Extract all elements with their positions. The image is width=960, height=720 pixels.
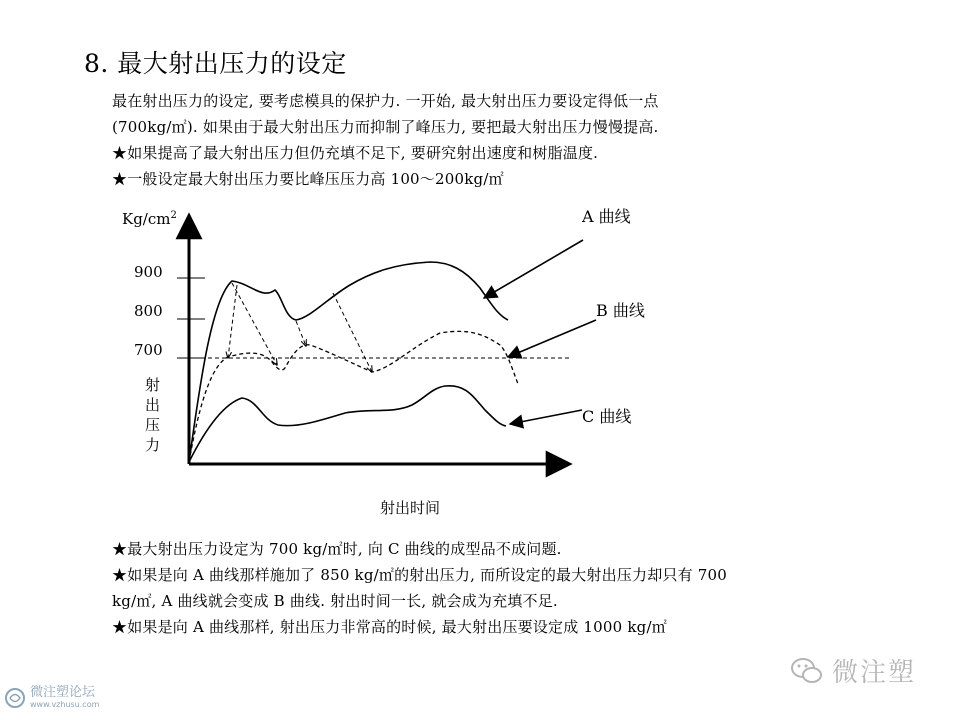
- note-line: ★如果是向 A 曲线那样, 射出压力非常高的时候, 最大射出压要设定成 1000 kg/㎡: [112, 618, 667, 636]
- watermark-text: 微注塑: [832, 658, 917, 688]
- intro-line: 最在射出压力的设定, 要考虑模具的保护力. 一开始, 最大射出压力要设定得低一点: [112, 92, 659, 110]
- intro-line: (700kg/㎡). 如果由于最大射出压力而抑制了峰压力, 要把最大射出压力慢慢提高.: [112, 118, 659, 136]
- forum-watermark: [4, 686, 99, 709]
- note-line: ★如果是向 A 曲线那样施加了 850 kg/㎡的射出压力, 而所设定的最大射出压力却只有 700: [112, 566, 728, 584]
- y-unit-label: $Kg/cm^2$: [122, 210, 177, 228]
- curve-a-label: A 曲线: [582, 207, 631, 226]
- y-tick-label: 700: [134, 341, 163, 359]
- transition-arrow: [333, 293, 372, 372]
- intro-line: ★如果提高了最大射出压力但仍充填不足下, 要研究射出速度和树脂温度.: [112, 144, 599, 162]
- curve-a-pointer: [484, 240, 583, 298]
- y-tick-label: 800: [134, 302, 163, 320]
- curve-c-label: C 曲线: [582, 407, 632, 426]
- curve-b-label: B 曲线: [596, 301, 645, 320]
- curve-c-pointer: [510, 410, 582, 424]
- y-tick-label: 900: [134, 263, 163, 281]
- curve-b-line: [189, 331, 518, 462]
- forum-url: www.vzhusu.com: [30, 700, 100, 709]
- note-line: kg/㎡, A 曲线就会变成 B 曲线. 射出时间一长, 就会成为充填不足.: [112, 592, 558, 610]
- note-line: ★最大射出压力设定为 700 kg/㎡时, 向 C 曲线的成型品不成问题.: [112, 540, 562, 558]
- wechat-icon: [790, 656, 824, 686]
- wechat-watermark: [790, 652, 916, 689]
- curve-b-pointer: [508, 320, 596, 357]
- curve-c-line: [189, 386, 506, 462]
- y-axis-label: 射 出 压 力: [145, 376, 161, 454]
- page-title: 8. 最大射出压力的设定: [84, 49, 347, 78]
- transition-arrow: [296, 321, 306, 346]
- notes-paragraph: [112, 536, 727, 640]
- forum-name: 微注塑论坛: [30, 685, 96, 700]
- transition-arrow: [228, 285, 237, 358]
- intro-line: ★一般设定最大射出压力要比峰压压力高 100～200kg/㎡: [112, 170, 504, 188]
- x-axis-label: 射出时间: [380, 499, 441, 517]
- forum-logo-icon: [4, 687, 26, 709]
